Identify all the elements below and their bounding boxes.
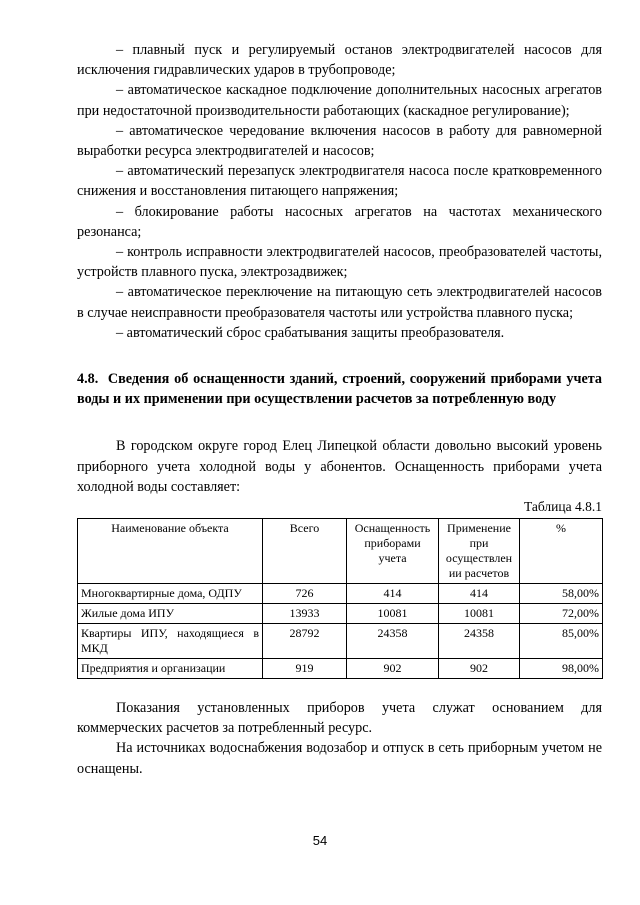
list-item: – автоматический сброс срабатывания защиты преобразователя. bbox=[116, 324, 505, 341]
list-item: – автоматический перезапуск электродвигателя насоса после кратковременного снижения и восстановления питающего напряжения; bbox=[77, 163, 602, 200]
cell-percent: 98,00% bbox=[520, 659, 603, 679]
cell-equipped: 414 bbox=[347, 584, 439, 604]
header-applied: Применение при осуществлен ии расчетов bbox=[439, 519, 520, 584]
page-number: 54 bbox=[312, 833, 328, 848]
list-item: – плавный пуск и регулируемый останов электродвигателей насосов для исключения гидравлических ударов в трубопроводе; bbox=[77, 42, 602, 79]
closing-paragraph: Показания установленных приборов учета служат основанием для коммерческих расчетов за потребленный ресурс. bbox=[77, 700, 602, 737]
cell-total: 726 bbox=[263, 584, 347, 604]
section-number: 4.8. bbox=[77, 371, 99, 388]
document-page bbox=[77, 40, 602, 779]
table-row bbox=[78, 584, 603, 604]
table-row bbox=[78, 659, 603, 679]
table-row bbox=[78, 604, 603, 624]
list-item: – контроль исправности электродвигателей насосов, преобразователей частоты, устройств плавного пуска, электрозадвижек; bbox=[77, 244, 602, 281]
cell-equipped: 902 bbox=[347, 659, 439, 679]
cell-applied: 902 bbox=[439, 659, 520, 679]
cell-object: Предприятия и организации bbox=[78, 659, 263, 679]
closing-paragraph: На источниках водоснабжения водозабор и отпуск в сеть приборным учетом не оснащены. bbox=[77, 740, 602, 777]
list-item: – автоматическое чередование включения насосов в работу для равномерной выработки ресурса электродвигателей и насосов; bbox=[77, 122, 602, 160]
cell-total: 919 bbox=[263, 659, 347, 679]
cell-total: 28792 bbox=[263, 624, 347, 659]
section-heading bbox=[77, 369, 602, 409]
cell-equipped: 10081 bbox=[347, 604, 439, 624]
cell-object: Многоквартирные дома, ОДПУ bbox=[78, 584, 263, 604]
list-item: – блокирование работы насосных агрегатов на частотах механического резонанса; bbox=[77, 203, 602, 240]
section-title: Сведения об оснащенности зданий, строений, сооружений приборами учета воды и их применении при осуществлении расчетов за потребленную воду bbox=[77, 371, 603, 408]
list-item: – автоматическое переключение на питающую сеть электродвигателей насосов в случае неисправности преобразователя частоты или устройства плавного пуска; bbox=[77, 284, 602, 321]
table-header-row bbox=[78, 519, 603, 584]
cell-equipped: 24358 bbox=[347, 624, 439, 659]
metering-table bbox=[77, 518, 603, 679]
intro-paragraph: В городском округе город Елец Липецкой области довольно высокий уровень приборного учета холодной воды у абонентов. Оснащенность приборами учета холодной воды составляет: bbox=[77, 438, 602, 495]
cell-applied: 10081 bbox=[439, 604, 520, 624]
table-row bbox=[78, 624, 603, 659]
cell-object: Жилые дома ИПУ bbox=[78, 604, 263, 624]
cell-total: 13933 bbox=[263, 604, 347, 624]
header-object: Наименование объекта bbox=[78, 519, 263, 584]
cell-object: Квартиры ИПУ, находящиеся в МКД bbox=[78, 624, 263, 659]
header-percent: % bbox=[520, 519, 603, 584]
header-total: Всего bbox=[263, 519, 347, 584]
list-item: – автоматическое каскадное подключение дополнительных насосных агрегатов при недостаточной производительности работающих (каскадное регулирование); bbox=[77, 82, 602, 119]
cell-percent: 58,00% bbox=[520, 584, 603, 604]
cell-applied: 414 bbox=[439, 584, 520, 604]
cell-percent: 85,00% bbox=[520, 624, 603, 659]
cell-applied: 24358 bbox=[439, 624, 520, 659]
header-equipped: Оснащенность приборами учета bbox=[347, 519, 439, 584]
table-caption: Таблица 4.8.1 bbox=[524, 499, 602, 515]
bullet-list bbox=[77, 40, 602, 343]
cell-percent: 72,00% bbox=[520, 604, 603, 624]
